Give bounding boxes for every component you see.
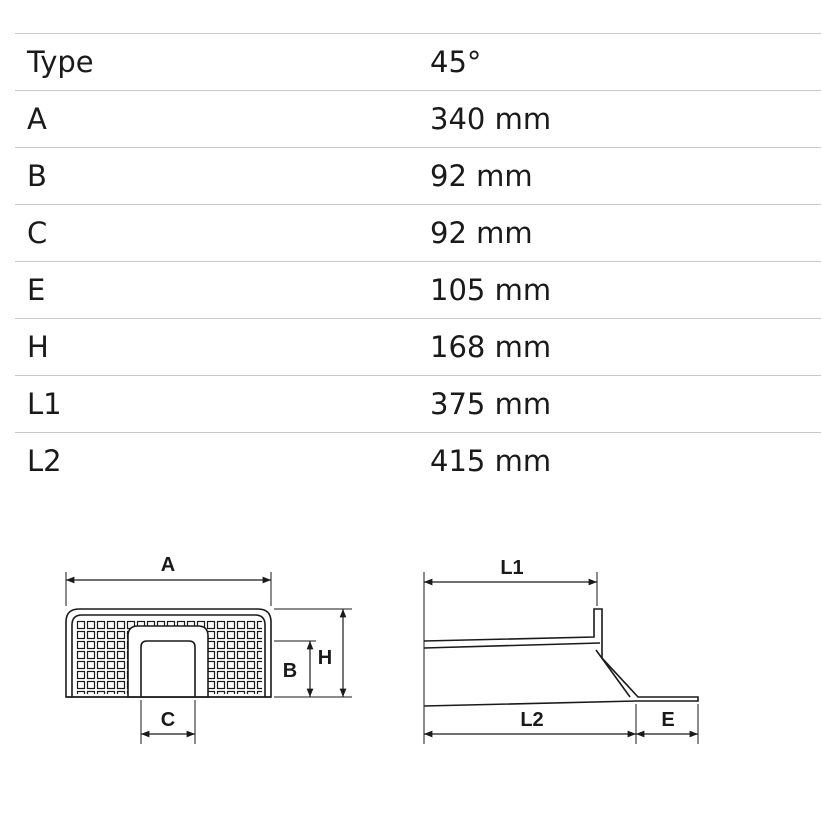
side-inner-ramp xyxy=(424,643,600,648)
label-b: B xyxy=(282,660,298,682)
front-view xyxy=(66,572,352,744)
label-c: C xyxy=(160,709,176,731)
spec-value: 45° xyxy=(430,34,821,91)
spec-row-l2 xyxy=(15,433,821,490)
spec-key: Type xyxy=(15,34,430,91)
spec-row-c xyxy=(15,205,821,262)
spec-row-l1 xyxy=(15,376,821,433)
label-e: E xyxy=(661,709,675,731)
spec-value: 415 mm xyxy=(430,433,821,490)
spec-key: A xyxy=(15,91,430,148)
spec-key: H xyxy=(15,319,430,376)
spec-key: C xyxy=(15,205,430,262)
spec-row-h xyxy=(15,319,821,376)
spec-value: 375 mm xyxy=(430,376,821,433)
spec-value: 340 mm xyxy=(430,91,821,148)
spec-value: 92 mm xyxy=(430,205,821,262)
spec-row-a xyxy=(15,91,821,148)
label-l2: L2 xyxy=(520,709,544,731)
spec-key: E xyxy=(15,262,430,319)
spec-row-b xyxy=(15,148,821,205)
spec-row-type xyxy=(15,34,821,91)
spec-key: L1 xyxy=(15,376,430,433)
label-l1: L1 xyxy=(500,557,524,579)
spec-row-e xyxy=(15,262,821,319)
side-view xyxy=(424,572,698,744)
dimension-drawing xyxy=(0,540,822,770)
label-h: H xyxy=(317,647,333,669)
spec-value: 168 mm xyxy=(430,319,821,376)
spec-key: L2 xyxy=(15,433,430,490)
spec-table xyxy=(15,33,821,489)
spec-value: 105 mm xyxy=(430,262,821,319)
spec-key: B xyxy=(15,148,430,205)
label-a: A xyxy=(160,554,176,576)
spec-value: 92 mm xyxy=(430,148,821,205)
front-center-opening xyxy=(128,626,208,697)
side-top-ramp xyxy=(424,609,698,706)
